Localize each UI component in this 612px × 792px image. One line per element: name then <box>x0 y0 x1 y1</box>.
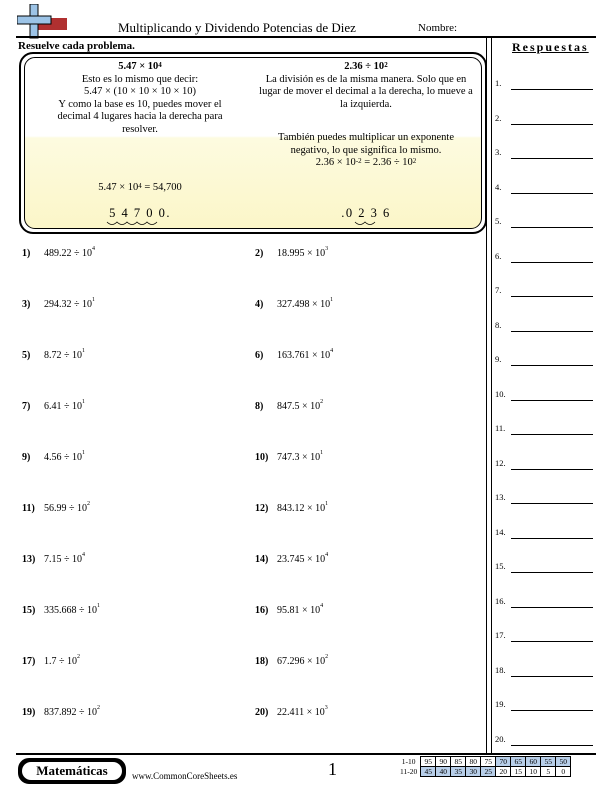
score-cell: 65 <box>511 757 526 767</box>
answer-blank[interactable] <box>511 158 593 159</box>
answer-blank[interactable] <box>511 193 593 194</box>
score-cell: 60 <box>526 757 541 767</box>
answer-number: 9. <box>495 354 502 364</box>
answer-blank[interactable] <box>511 89 593 90</box>
answer-row <box>495 182 595 198</box>
score-cell: 40 <box>436 767 451 777</box>
example-text: negativo, lo que significa lo mismo. <box>290 144 442 156</box>
problem-expression: $22.411 \times 10^3$ <box>277 705 328 718</box>
problem-number: 18) <box>255 656 269 667</box>
worksheet-title: Multiplicando y Dividendo Potencias de Diez <box>118 20 356 35</box>
answer-row <box>495 320 595 336</box>
problem-number: 20) <box>255 707 269 718</box>
problem-number: 17) <box>22 656 36 667</box>
answer-row <box>495 285 595 301</box>
answer-row <box>495 113 595 129</box>
answer-number: 5. <box>495 216 502 226</box>
score-cell: 85 <box>451 757 466 767</box>
problem-expression: $335.668 \div 10^1$ <box>44 603 100 616</box>
problem-item <box>255 656 328 667</box>
example-heading: $2.36 \div 10^2$ <box>344 61 388 72</box>
answer-number: 2. <box>495 112 502 123</box>
problem-expression: $23.745 \times 10^4$ <box>277 552 329 565</box>
answer-number: 4. <box>495 181 502 192</box>
answer-blank[interactable] <box>511 227 593 228</box>
answer-row <box>495 78 595 94</box>
answer-row <box>495 354 595 370</box>
problem-number: 9) <box>22 452 31 463</box>
example-text: La división es de la misma manera. Solo que en <box>265 73 467 85</box>
answer-blank[interactable] <box>511 124 593 125</box>
score-cell: 90 <box>436 757 451 767</box>
score-cell: 20 <box>496 767 511 777</box>
problem-number: 10) <box>255 452 269 463</box>
problem-number: 8) <box>255 401 264 412</box>
plus-logo-icon <box>17 4 67 40</box>
answer-number: 14. <box>495 526 506 537</box>
answer-number: 6. <box>495 250 502 261</box>
problem-expression: $95.81 \times 10^4$ <box>277 603 324 616</box>
problem-expression: $843.12 \times 10^1$ <box>277 501 329 514</box>
answer-row <box>495 527 595 543</box>
score-cell: 55 <box>541 757 556 767</box>
example-text: resolver. <box>122 123 158 135</box>
problem-number: 15) <box>22 605 36 616</box>
example-heading: $5.47 \times 10^4$ <box>118 61 162 72</box>
problem-expression: $67.296 \times 10^2$ <box>277 654 329 667</box>
score-cell: 25 <box>481 767 496 777</box>
example-text: Y como la base es 10, puedes mover el <box>58 98 222 110</box>
score-cell: 70 <box>496 757 511 767</box>
problem-item <box>22 452 85 463</box>
problem-number: 2) <box>255 248 264 259</box>
problem-number: 1) <box>22 248 31 259</box>
problem-number: 7) <box>22 401 31 412</box>
score-cell: 15 <box>511 767 526 777</box>
problem-expression: $327.498 \times 10^1$ <box>277 297 334 310</box>
answer-number: 15. <box>495 561 506 571</box>
example-text: 5.47 × (10 × 10 × 10 × 10) <box>83 86 197 97</box>
answer-blank[interactable] <box>511 262 593 263</box>
answer-blank[interactable] <box>511 676 593 677</box>
score-row <box>398 767 571 777</box>
problem-item <box>255 350 333 361</box>
score-cell: 35 <box>451 767 466 777</box>
answer-number: 19. <box>495 699 506 709</box>
answer-row <box>495 561 595 577</box>
answer-blank[interactable] <box>511 710 593 711</box>
header-divider <box>16 36 596 38</box>
answer-blank[interactable] <box>511 572 593 573</box>
score-cell: 80 <box>466 757 481 767</box>
answer-row <box>495 596 595 612</box>
answer-row <box>495 492 595 508</box>
problem-number: 5) <box>22 350 31 361</box>
score-table <box>398 756 571 777</box>
score-cell: 45 <box>421 767 436 777</box>
problem-item <box>22 248 95 259</box>
answer-blank[interactable] <box>511 745 593 746</box>
page-number: 1 <box>328 759 337 779</box>
decimal-move-arrows-icon <box>353 221 383 227</box>
answer-row <box>495 699 595 715</box>
problem-expression: $4.56 \div 10^1$ <box>44 450 85 463</box>
score-row <box>398 757 571 767</box>
problem-number: 4) <box>255 299 264 310</box>
problem-item <box>255 554 328 565</box>
answer-number: 3. <box>495 147 502 157</box>
problem-expression: $163.761 \times 10^4$ <box>277 348 334 361</box>
answer-blank[interactable] <box>511 641 593 642</box>
problem-item <box>255 707 328 718</box>
problem-item <box>22 605 100 616</box>
problem-expression: $18.995 \times 10^3$ <box>277 246 329 259</box>
example-text: la izquierda. <box>340 98 392 110</box>
answer-number: 16. <box>495 595 506 606</box>
problem-expression: $747.3 \times 10^1$ <box>277 450 324 463</box>
answer-number: 10. <box>495 388 506 399</box>
problem-number: 3) <box>22 299 31 310</box>
example-text: decimal 4 lugares hacia la derecha para <box>57 111 223 122</box>
answer-number: 1. <box>495 78 502 88</box>
score-row-label: 11-20 <box>400 767 418 776</box>
score-cell: 75 <box>481 757 496 767</box>
score-cell: 5 <box>541 767 556 777</box>
answer-blank[interactable] <box>511 331 593 332</box>
example-text: Esto es lo mismo que decir: <box>81 73 199 85</box>
answer-row <box>495 147 595 163</box>
answer-number: 12. <box>495 457 506 468</box>
problem-expression: $294.32 \div 10^1$ <box>44 297 95 310</box>
subject-badge-label: Matemáticas <box>22 762 122 780</box>
answer-number: 8. <box>495 319 502 330</box>
answer-number: 20. <box>495 733 506 744</box>
answer-row <box>495 389 595 405</box>
name-label: Nombre: <box>418 22 458 34</box>
answer-blank[interactable] <box>511 400 593 401</box>
instructions: Resuelve cada problema. <box>18 40 135 52</box>
problem-item <box>255 452 323 463</box>
example-result: $2.36 \times 10^{-2} = 2.36 \div 10^2$ <box>315 157 417 168</box>
subject-badge <box>18 758 126 784</box>
problem-item <box>22 554 85 565</box>
example-divide <box>251 58 481 220</box>
problem-item <box>22 707 100 718</box>
answer-row <box>495 251 595 267</box>
problem-item <box>22 656 80 667</box>
answer-number: 17. <box>495 630 506 640</box>
example-multiply <box>25 58 255 220</box>
problem-expression: $8.72 \div 10^1$ <box>44 348 85 361</box>
score-cell: 95 <box>421 757 436 767</box>
problem-number: 13) <box>22 554 36 565</box>
answer-blank[interactable] <box>511 469 593 470</box>
score-row-label: 1-10 <box>401 757 416 766</box>
example-digits: 5 4 7 0 0. <box>109 206 171 220</box>
answer-row <box>495 630 595 646</box>
answer-blank[interactable] <box>511 296 593 297</box>
problem-item <box>22 503 90 514</box>
answer-row <box>495 423 595 439</box>
answer-row <box>495 665 595 681</box>
problem-expression: $847.5 \times 10^2$ <box>277 399 324 412</box>
example-text: También puedes multiplicar un exponente <box>278 132 454 143</box>
problem-item <box>22 401 85 412</box>
answer-blank[interactable] <box>511 538 593 539</box>
answer-number: 18. <box>495 664 506 675</box>
answer-number: 7. <box>495 285 502 295</box>
problem-expression: $1.7 \div 10^2$ <box>44 654 80 667</box>
problem-expression: $837.892 \div 10^2$ <box>44 705 100 718</box>
answer-number: 11. <box>495 423 506 433</box>
problem-expression: $6.41 \div 10^1$ <box>44 399 85 412</box>
example-box <box>19 52 487 234</box>
footer-url: www.CommonCoreSheets.es <box>132 771 238 781</box>
answers-title: Respuestas <box>512 40 589 54</box>
answer-blank[interactable] <box>511 365 593 366</box>
problem-item <box>22 299 95 310</box>
answer-number: 13. <box>495 492 506 502</box>
problem-item <box>255 503 328 514</box>
problem-item <box>255 299 333 310</box>
example-result: $5.47 \times 10^4 = 54,700$ <box>98 182 182 193</box>
answer-row <box>495 458 595 474</box>
problem-number: 6) <box>255 350 264 361</box>
problem-expression: $56.99 \div 10^2$ <box>44 501 90 514</box>
problem-number: 11) <box>22 503 35 514</box>
answer-blank[interactable] <box>511 607 593 608</box>
problem-item <box>255 401 323 412</box>
answer-column-divider <box>491 36 492 753</box>
decimal-move-arrows-icon <box>105 221 167 227</box>
score-cell: 50 <box>556 757 571 767</box>
score-cell: 0 <box>556 767 571 777</box>
score-cell: 10 <box>526 767 541 777</box>
answer-row <box>495 216 595 232</box>
score-cell: 30 <box>466 767 481 777</box>
problem-number: 19) <box>22 707 36 718</box>
problem-expression: $7.15 \div 10^4$ <box>44 552 85 565</box>
problem-number: 12) <box>255 503 269 514</box>
problem-number: 14) <box>255 554 269 565</box>
example-digits: .0 2 3 6 <box>341 206 391 220</box>
problem-expression: $489.22 \div 10^4$ <box>44 246 95 259</box>
answer-blank[interactable] <box>511 503 593 504</box>
answer-blank[interactable] <box>511 434 593 435</box>
answer-row <box>495 734 595 750</box>
problem-number: 16) <box>255 605 269 616</box>
example-text: lugar de mover el decimal a la derecha, lo mueve a <box>259 86 473 97</box>
footer-divider <box>16 753 596 755</box>
problem-item <box>255 605 323 616</box>
problem-item <box>255 248 328 259</box>
problem-item <box>22 350 85 361</box>
